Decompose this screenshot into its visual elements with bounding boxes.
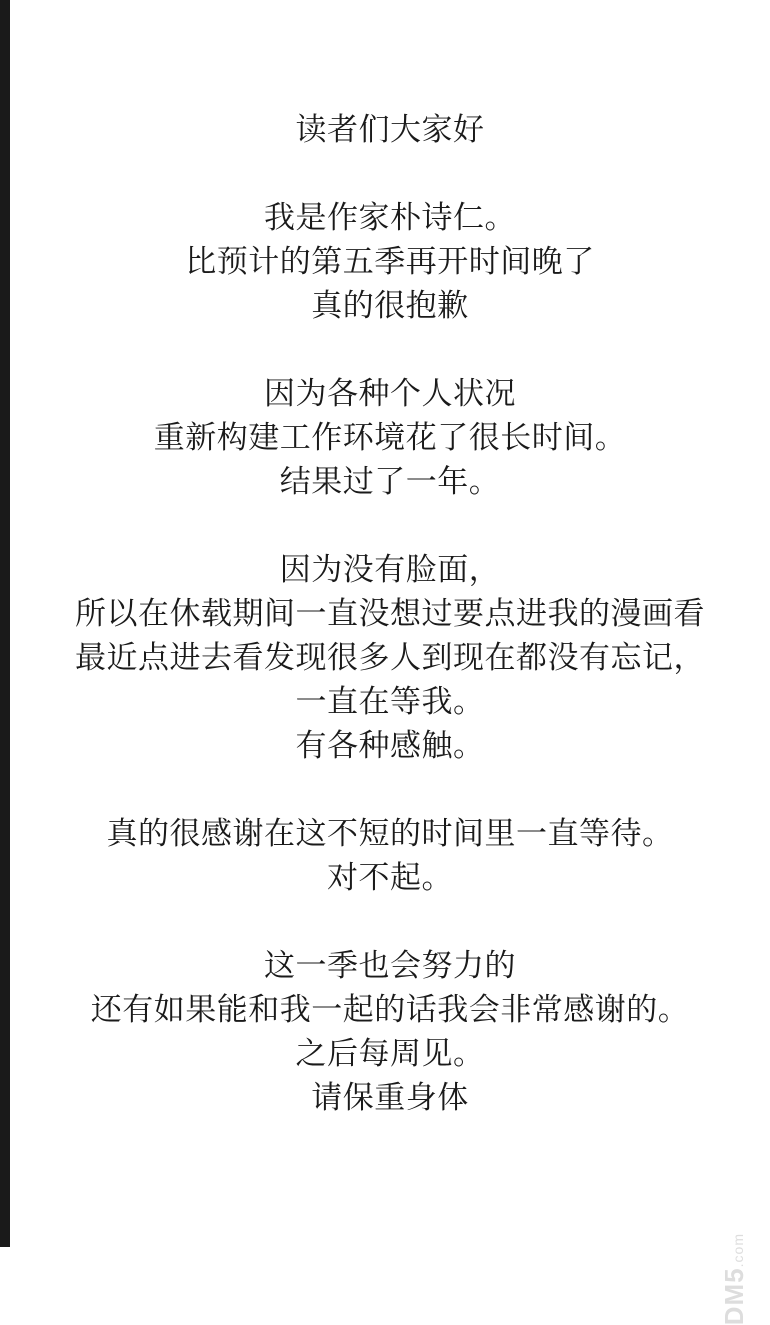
note-line: 因为没有脸面， [279,552,501,587]
note-line: 所以在休载期间一直没想过要点进我的漫画看 [75,596,705,631]
paragraph-greeting [10,108,770,152]
paragraph-readers [10,548,770,768]
note-line: 读者们大家好 [295,112,485,147]
note-line: 真的很抱歉 [311,288,469,323]
note-line: 一直在等我。 [295,684,485,719]
note-line: 结果过了一年。 [279,464,501,499]
note-line: 我是作家朴诗仁。 [264,200,516,235]
watermark-suffix: .com [730,1233,746,1268]
note-line: 真的很感谢在这不短的时间里一直等待。 [106,816,674,851]
paragraph-closing [10,944,770,1120]
watermark-text [719,1233,750,1325]
author-note-text [10,108,770,1120]
note-line: 最近点进去看发现很多人到现在都没有忘记， [75,640,705,675]
note-line: 比预计的第五季再开时间晚了 [185,244,595,279]
note-line: 之后每周见。 [295,1036,485,1071]
note-line: 因为各种个人状况 [264,376,516,411]
note-line: 这一季也会努力的 [264,948,516,983]
paragraph-thanks [10,812,770,900]
site-watermark [656,1229,752,1325]
note-line: 重新构建工作环境花了很长时间。 [153,420,627,455]
note-line: 还有如果能和我一起的话我会非常感谢的。 [90,992,690,1027]
note-line: 有各种感触。 [295,728,485,763]
paragraph-apology [10,196,770,328]
note-line: 对不起。 [327,860,453,895]
paragraph-reason [10,372,770,504]
note-line: 请保重身体 [311,1080,469,1115]
watermark-main: DM5 [719,1267,749,1325]
